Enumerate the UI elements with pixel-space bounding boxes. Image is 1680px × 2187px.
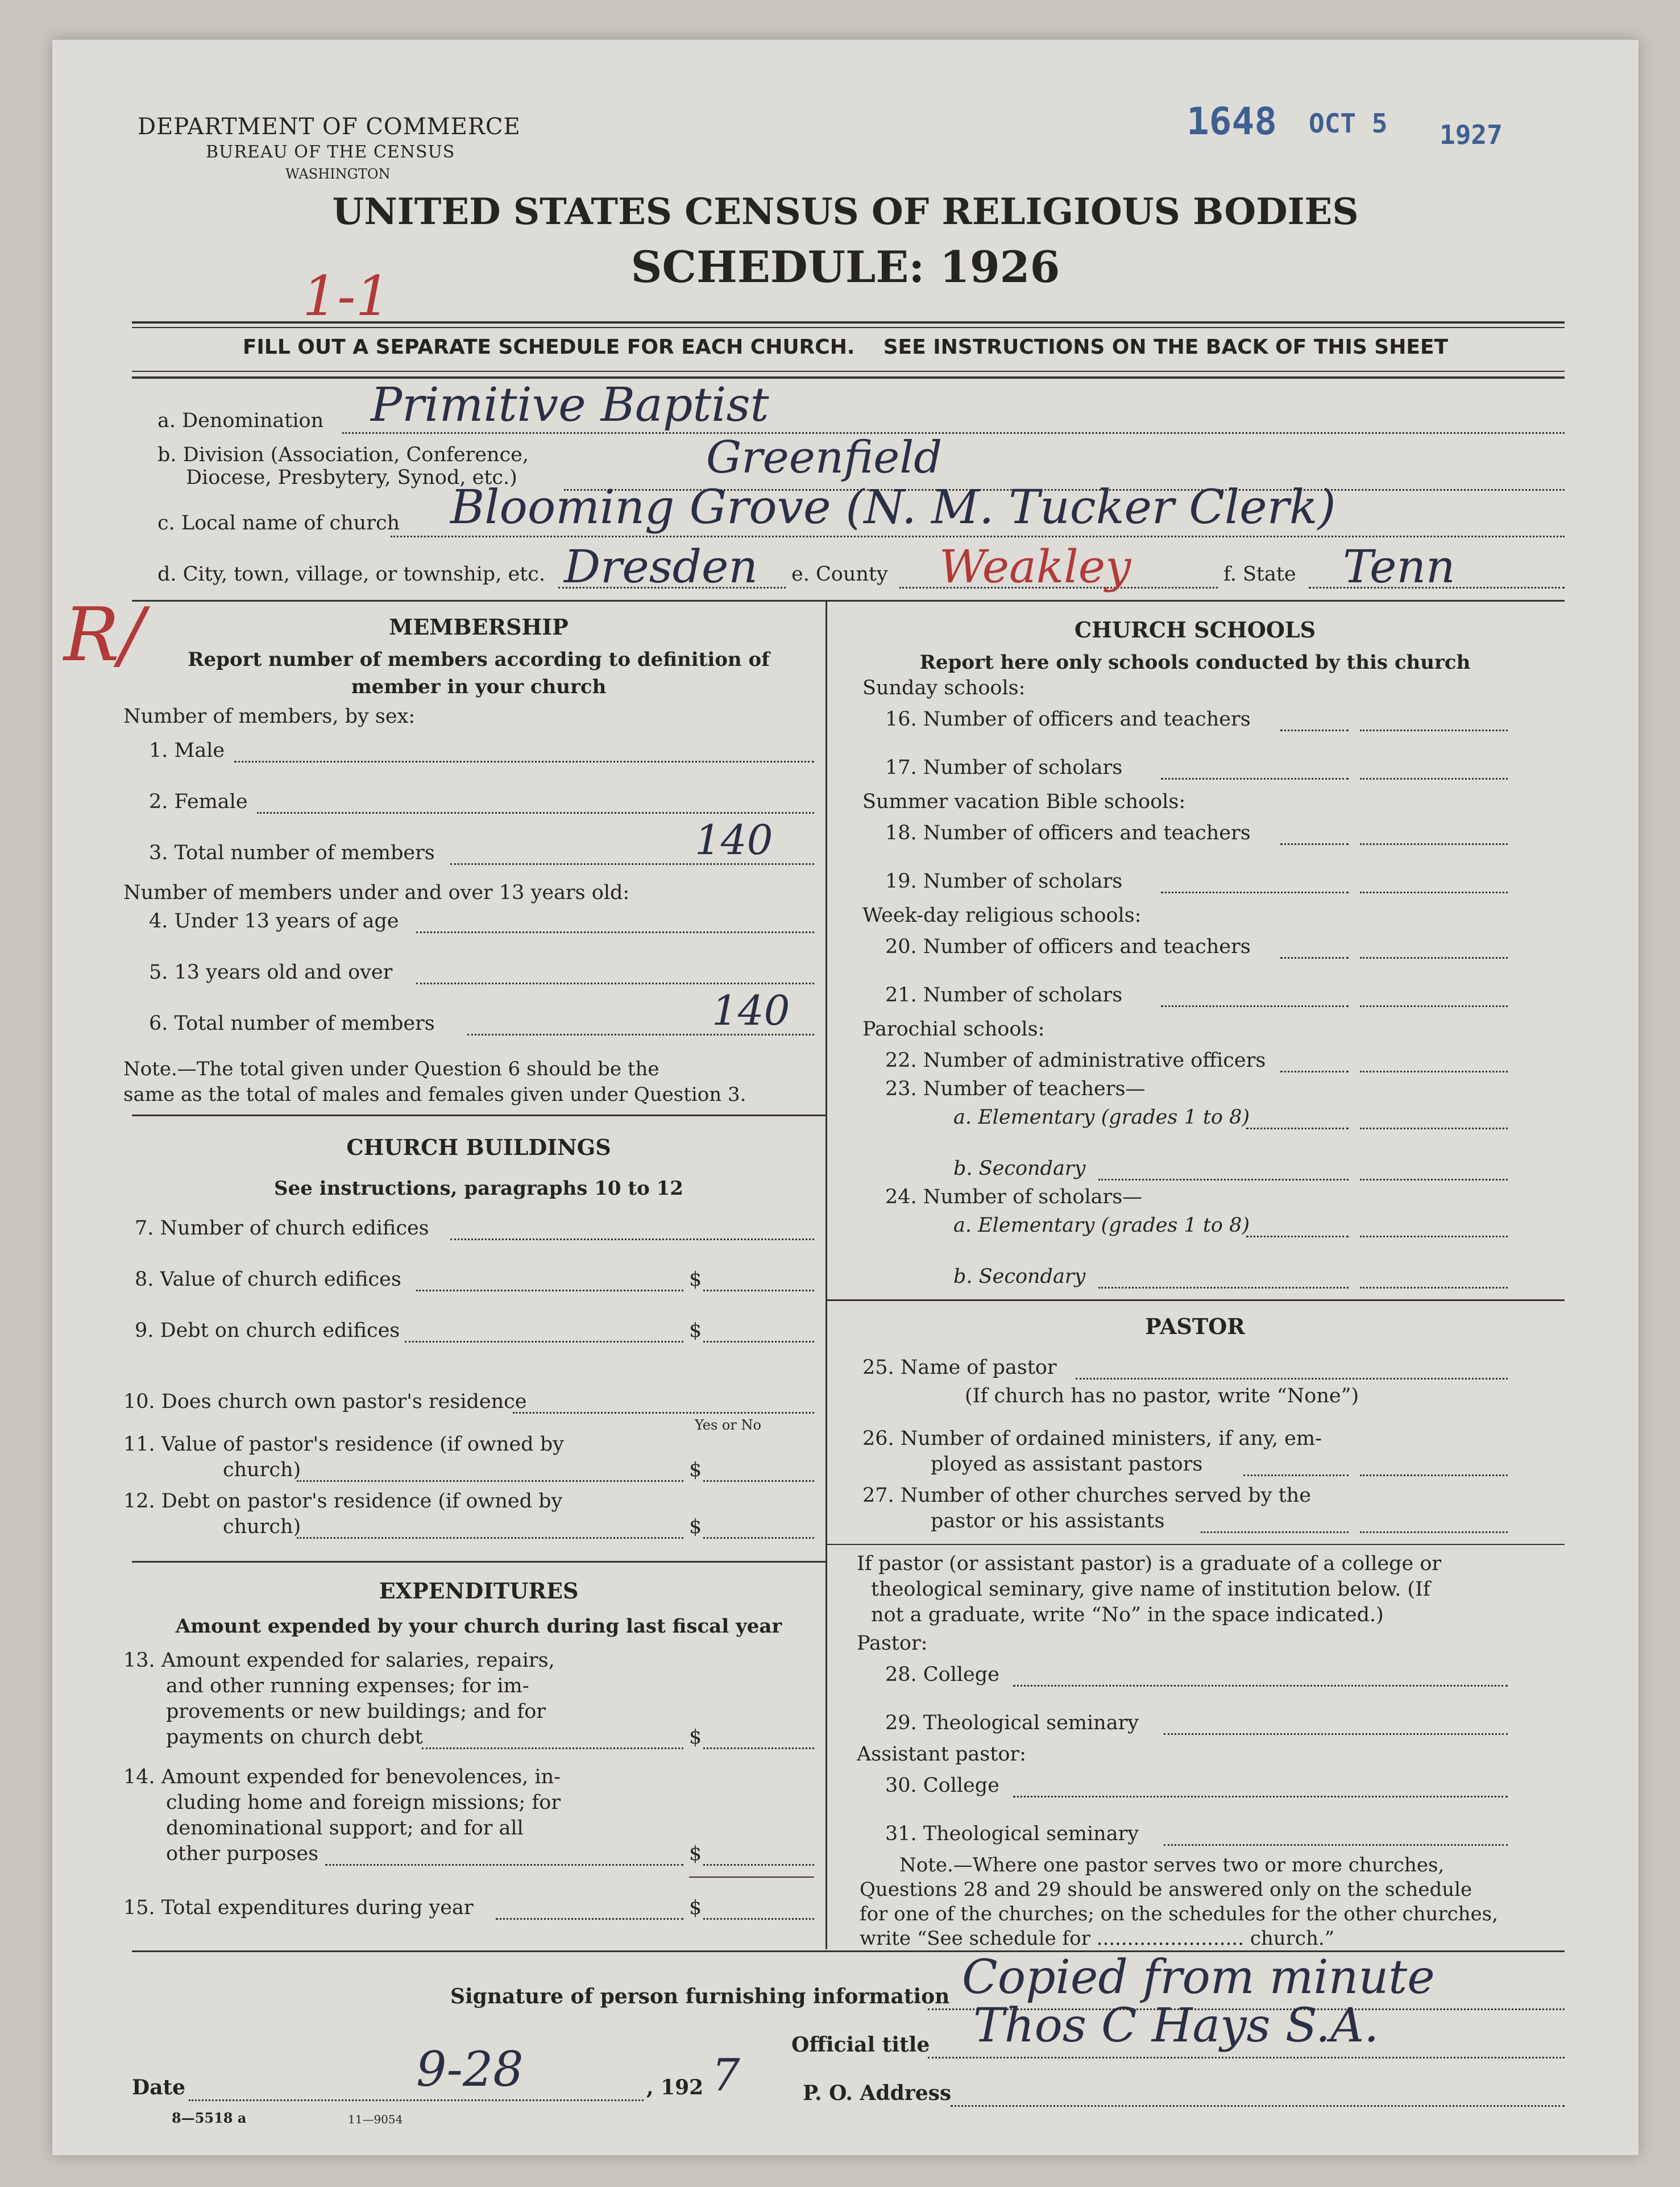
form-title: UNITED STATES CENSUS OF RELIGIOUS BODIES xyxy=(332,190,1359,233)
church-edifices-value-dollar: $ xyxy=(689,1268,702,1291)
identification-bottom-rule xyxy=(132,600,1565,602)
total-by-age-label: 6. Total number of members xyxy=(149,1012,435,1035)
running-expenses-label-line3: provements or new buildings; and for xyxy=(166,1700,546,1723)
handwritten-code-mark: 1-1 xyxy=(302,264,391,328)
signature-label: Signature of person furnishing information xyxy=(450,1985,950,2008)
summer-schools-label: Summer vacation Bible schools: xyxy=(862,790,1186,813)
handwritten-initial-mark: R/ xyxy=(64,591,144,678)
church-name-line xyxy=(391,536,1565,537)
county-value: Weakley xyxy=(939,540,1131,593)
residence-debt-label-line2: church) xyxy=(223,1515,301,1538)
church-edifices-count-line xyxy=(450,1239,814,1240)
sunday-scholars-leader xyxy=(1161,778,1349,780)
male-label: 1. Male xyxy=(149,739,225,762)
scholars-elementary-line xyxy=(1360,1236,1508,1237)
teachers-label: 23. Number of teachers— xyxy=(885,1078,1146,1100)
residence-value-label-line1: 11. Value of pastor's residence (if owned by xyxy=(123,1433,564,1456)
church-edifices-value-line xyxy=(703,1290,814,1291)
pastor-seminary-label: 29. Theological seminary xyxy=(885,1712,1139,1734)
church-edifices-debt-line xyxy=(703,1341,814,1343)
official-title-label: Official title xyxy=(791,2033,930,2057)
county-label: e. County xyxy=(791,563,888,586)
parochial-scholars-label: 24. Number of scholars— xyxy=(885,1186,1143,1208)
running-expenses-dollar: $ xyxy=(689,1726,702,1749)
weekday-scholars-label: 21. Number of scholars xyxy=(885,984,1123,1006)
total-expenditures-line xyxy=(703,1918,814,1920)
signature-value: Copied from minute xyxy=(962,1950,1435,2004)
date-year-printed: , 192 xyxy=(646,2076,704,2099)
sunday-officers-leader xyxy=(1280,730,1349,731)
administrative-officers-leader xyxy=(1280,1071,1349,1072)
summer-officers-label: 18. Number of officers and teachers xyxy=(885,822,1251,844)
benevolences-dollar: $ xyxy=(689,1842,702,1865)
church-edifices-value-label: 8. Value of church edifices xyxy=(135,1268,401,1291)
assistant-pastors-leader xyxy=(1243,1474,1349,1476)
date-value: 9-28 xyxy=(416,2041,524,2097)
state-label: f. State xyxy=(1223,563,1296,586)
assistant-pastors-label-line1: 26. Number of ordained ministers, if any, em- xyxy=(862,1427,1322,1450)
pastor-heading: PASTOR xyxy=(1145,1314,1245,1339)
membership-intro-line1: Report number of members according to definition of xyxy=(188,648,770,671)
header-rule-bottom xyxy=(132,376,1565,379)
assistant-education-label: Assistant pastor: xyxy=(857,1743,1026,1766)
official-title-line xyxy=(928,2057,1565,2058)
official-title-value: Thos C Hays S.A. xyxy=(973,1999,1379,2053)
instruction-line: FILL OUT A SEPARATE SCHEDULE FOR EACH CHURCH. SEE INSTRUCTIONS ON THE BACK OF THIS SHEET xyxy=(242,335,1449,359)
members-by-sex-label: Number of members, by sex: xyxy=(123,705,416,728)
pastor-note-line3: for one of the churches; on the schedules for the other churches, xyxy=(860,1903,1498,1925)
bureau-city: WASHINGTON xyxy=(285,166,391,182)
pastor-note-line4: write “See schedule for ........................ church.” xyxy=(860,1927,1335,1950)
teachers-elementary-label: a. Elementary (grades 1 to 8) xyxy=(953,1106,1250,1129)
scholars-secondary-line xyxy=(1360,1287,1508,1289)
po-address-line xyxy=(951,2105,1565,2107)
teachers-elementary-leader xyxy=(1246,1128,1349,1129)
administrative-officers-label: 22. Number of administrative officers xyxy=(885,1049,1266,1072)
bureau-name: BUREAU OF THE CENSUS xyxy=(206,142,455,162)
residence-debt-dollar: $ xyxy=(689,1515,702,1538)
church-name-value: Blooming Grove (N. M. Tucker Clerk) xyxy=(450,481,1336,535)
total-expenditures-label: 15. Total expenditures during year xyxy=(123,1896,474,1919)
po-address-label: P. O. Address xyxy=(803,2081,952,2105)
schools-subheading: Report here only schools conducted by this church xyxy=(919,651,1471,674)
graduate-note-line3: not a graduate, write “No” in the space indicated.) xyxy=(871,1604,1384,1626)
pastor-divider-rule xyxy=(826,1544,1565,1545)
summer-officers-line xyxy=(1360,843,1508,845)
assistant-pastors-label-line2: ployed as assistant pastors xyxy=(931,1453,1203,1476)
weekday-officers-leader xyxy=(1280,957,1349,959)
division-value: Greenfield xyxy=(706,432,943,483)
male-line xyxy=(234,761,814,763)
administrative-officers-line xyxy=(1360,1071,1508,1072)
scholars-elementary-leader xyxy=(1246,1236,1349,1237)
running-expenses-line xyxy=(703,1747,814,1749)
census-schedule-sheet xyxy=(52,40,1638,2155)
membership-note-line2: same as the total of males and females given under Question 3. xyxy=(123,1083,746,1106)
running-expenses-label-line4: payments on church debt xyxy=(166,1726,423,1749)
denomination-label: a. Denomination xyxy=(157,409,324,432)
pastor-note-line1: Note.—Where one pastor serves two or more churches, xyxy=(899,1854,1445,1877)
expenditures-subheading: Amount expended by your church during last fiscal year xyxy=(175,1615,782,1638)
membership-bottom-rule xyxy=(132,1115,826,1116)
residence-debt-line xyxy=(703,1537,814,1539)
date-year-handwritten: 7 xyxy=(712,2050,740,2101)
church-edifices-value-leader xyxy=(416,1290,683,1291)
benevolences-leader xyxy=(325,1864,683,1866)
assistant-seminary-label: 31. Theological seminary xyxy=(885,1822,1139,1845)
other-churches-label-line2: pastor or his assistants xyxy=(931,1510,1165,1532)
yes-or-no-hint: Yes or No xyxy=(695,1417,761,1433)
teachers-secondary-label: b. Secondary xyxy=(953,1157,1086,1180)
membership-heading: MEMBERSHIP xyxy=(389,614,569,640)
summer-scholars-leader xyxy=(1161,892,1349,893)
denomination-value: Primitive Baptist xyxy=(371,378,769,432)
print-number: 11—9054 xyxy=(348,2113,403,2126)
female-line xyxy=(257,812,814,814)
state-value: Tenn xyxy=(1343,540,1455,593)
summer-officers-leader xyxy=(1280,843,1349,845)
expenditures-heading: EXPENDITURES xyxy=(379,1578,579,1604)
pastor-name-label: 25. Name of pastor xyxy=(862,1356,1057,1379)
header-rule-bottom-thin xyxy=(132,371,1565,372)
pastor-note-line2: Questions 28 and 29 should be answered only on the schedule xyxy=(860,1878,1472,1901)
sunday-scholars-line xyxy=(1360,778,1508,780)
members-by-age-label: Number of members under and over 13 years old: xyxy=(123,881,630,904)
received-stamp-date: OCT 5 xyxy=(1309,108,1388,139)
scholars-secondary-label: b. Secondary xyxy=(953,1265,1086,1288)
other-churches-leader xyxy=(1201,1531,1349,1533)
church-edifices-debt-leader xyxy=(405,1341,683,1343)
scholars-elementary-label: a. Elementary (grades 1 to 8) xyxy=(953,1214,1250,1237)
total-expenditures-dollar: $ xyxy=(689,1896,702,1919)
over-13-label: 5. 13 years old and over xyxy=(149,961,393,984)
under-13-line xyxy=(416,931,814,933)
other-churches-label-line1: 27. Number of other churches served by the xyxy=(862,1484,1311,1507)
weekday-officers-line xyxy=(1360,957,1508,959)
church-edifices-debt-dollar: $ xyxy=(689,1319,702,1342)
sunday-scholars-label: 17. Number of scholars xyxy=(885,756,1123,779)
schools-bottom-rule xyxy=(826,1299,1565,1301)
header-rule-top xyxy=(132,321,1565,324)
sunday-officers-line xyxy=(1360,730,1508,731)
received-stamp-number: 1648 xyxy=(1187,100,1277,143)
teachers-secondary-line xyxy=(1360,1179,1508,1181)
received-stamp-year: 1927 xyxy=(1440,119,1503,150)
residence-debt-label-line1: 12. Debt on pastor's residence (if owned by xyxy=(123,1490,563,1513)
header-rule-top-thin xyxy=(132,327,1565,328)
pastor-seminary-line xyxy=(1164,1733,1508,1735)
assistant-college-line xyxy=(1013,1796,1508,1797)
denomination-line xyxy=(342,432,1565,434)
total-members-value: 140 xyxy=(695,816,773,864)
pastor-education-label: Pastor: xyxy=(857,1632,928,1655)
weekday-scholars-line xyxy=(1360,1005,1508,1007)
city-label: d. City, town, village, or township, etc. xyxy=(157,563,545,586)
division-label-line1: b. Division (Association, Conference, xyxy=(157,444,529,466)
department-name: DEPARTMENT OF COMMERCE xyxy=(138,114,521,140)
running-expenses-leader xyxy=(422,1747,683,1749)
church-name-label: c. Local name of church xyxy=(157,512,400,535)
schedule-title: SCHEDULE: 1926 xyxy=(630,242,1060,292)
church-edifices-debt-label: 9. Debt on church edifices xyxy=(135,1319,400,1342)
residence-value-leader xyxy=(297,1480,683,1482)
total-sum-rule xyxy=(689,1877,814,1878)
membership-note-line1: Note.—The total given under Question 6 should be the xyxy=(123,1058,659,1080)
schools-heading: CHURCH SCHOOLS xyxy=(1074,617,1316,643)
running-expenses-label-line1: 13. Amount expended for salaries, repairs, xyxy=(123,1649,555,1672)
city-value: Dresden xyxy=(564,540,758,593)
sunday-officers-label: 16. Number of officers and teachers xyxy=(885,708,1251,731)
division-label-line2: Diocese, Presbytery, Synod, etc.) xyxy=(186,466,517,489)
total-by-age-value: 140 xyxy=(712,987,790,1034)
teachers-elementary-line xyxy=(1360,1128,1508,1129)
summer-scholars-label: 19. Number of scholars xyxy=(885,870,1123,893)
date-label: Date xyxy=(132,2076,186,2099)
residence-debt-leader xyxy=(297,1537,683,1539)
under-13-label: 4. Under 13 years of age xyxy=(149,910,399,933)
running-expenses-label-line2: and other running expenses; for im- xyxy=(166,1675,529,1697)
benevolences-label-line4: other purposes xyxy=(166,1842,319,1865)
residence-value-line xyxy=(703,1480,814,1482)
buildings-heading: CHURCH BUILDINGS xyxy=(346,1134,611,1160)
pastor-name-hint: (If church has no pastor, write “None”) xyxy=(965,1385,1359,1407)
assistant-seminary-line xyxy=(1164,1844,1508,1846)
owns-residence-label: 10. Does church own pastor's residence xyxy=(123,1390,527,1413)
weekday-scholars-leader xyxy=(1161,1005,1349,1007)
owns-residence-line xyxy=(513,1412,814,1414)
female-label: 2. Female xyxy=(149,790,248,813)
benevolences-label-line2: cluding home and foreign missions; for xyxy=(166,1791,561,1814)
residence-value-dollar: $ xyxy=(689,1459,702,1481)
graduate-note-line2: theological seminary, give name of institution below. (If xyxy=(871,1578,1430,1601)
graduate-note-line1: If pastor (or assistant pastor) is a graduate of a college or xyxy=(857,1552,1442,1575)
membership-intro-line2: member in your church xyxy=(351,676,607,698)
total-expenditures-leader xyxy=(496,1918,683,1920)
pastor-college-line xyxy=(1013,1685,1508,1687)
residence-value-label-line2: church) xyxy=(223,1459,301,1481)
church-edifices-count-label: 7. Number of church edifices xyxy=(135,1217,429,1240)
assistant-college-label: 30. College xyxy=(885,1774,999,1797)
weekday-schools-label: Week-day religious schools: xyxy=(862,904,1142,927)
benevolences-label-line3: denominational support; and for all xyxy=(166,1817,524,1840)
parochial-schools-label: Parochial schools: xyxy=(862,1018,1045,1041)
sunday-schools-label: Sunday schools: xyxy=(862,677,1026,699)
pastor-name-line xyxy=(1076,1378,1508,1380)
assistant-pastors-line xyxy=(1360,1474,1508,1476)
benevolences-label-line1: 14. Amount expended for benevolences, in- xyxy=(123,1766,561,1788)
pastor-college-label: 28. College xyxy=(885,1663,999,1686)
scholars-secondary-leader xyxy=(1098,1287,1349,1289)
center-column-divider xyxy=(826,602,827,1949)
form-number: 8—5518 a xyxy=(172,2110,247,2126)
summer-scholars-line xyxy=(1360,892,1508,893)
weekday-officers-label: 20. Number of officers and teachers xyxy=(885,935,1251,958)
buildings-subheading: See instructions, paragraphs 10 to 12 xyxy=(274,1177,683,1200)
date-line xyxy=(189,2099,644,2101)
buildings-bottom-rule xyxy=(132,1561,826,1563)
benevolences-line xyxy=(703,1864,814,1866)
total-members-label: 3. Total number of members xyxy=(149,842,435,864)
over-13-line xyxy=(416,983,814,984)
other-churches-line xyxy=(1360,1531,1508,1533)
teachers-secondary-leader xyxy=(1098,1179,1349,1181)
